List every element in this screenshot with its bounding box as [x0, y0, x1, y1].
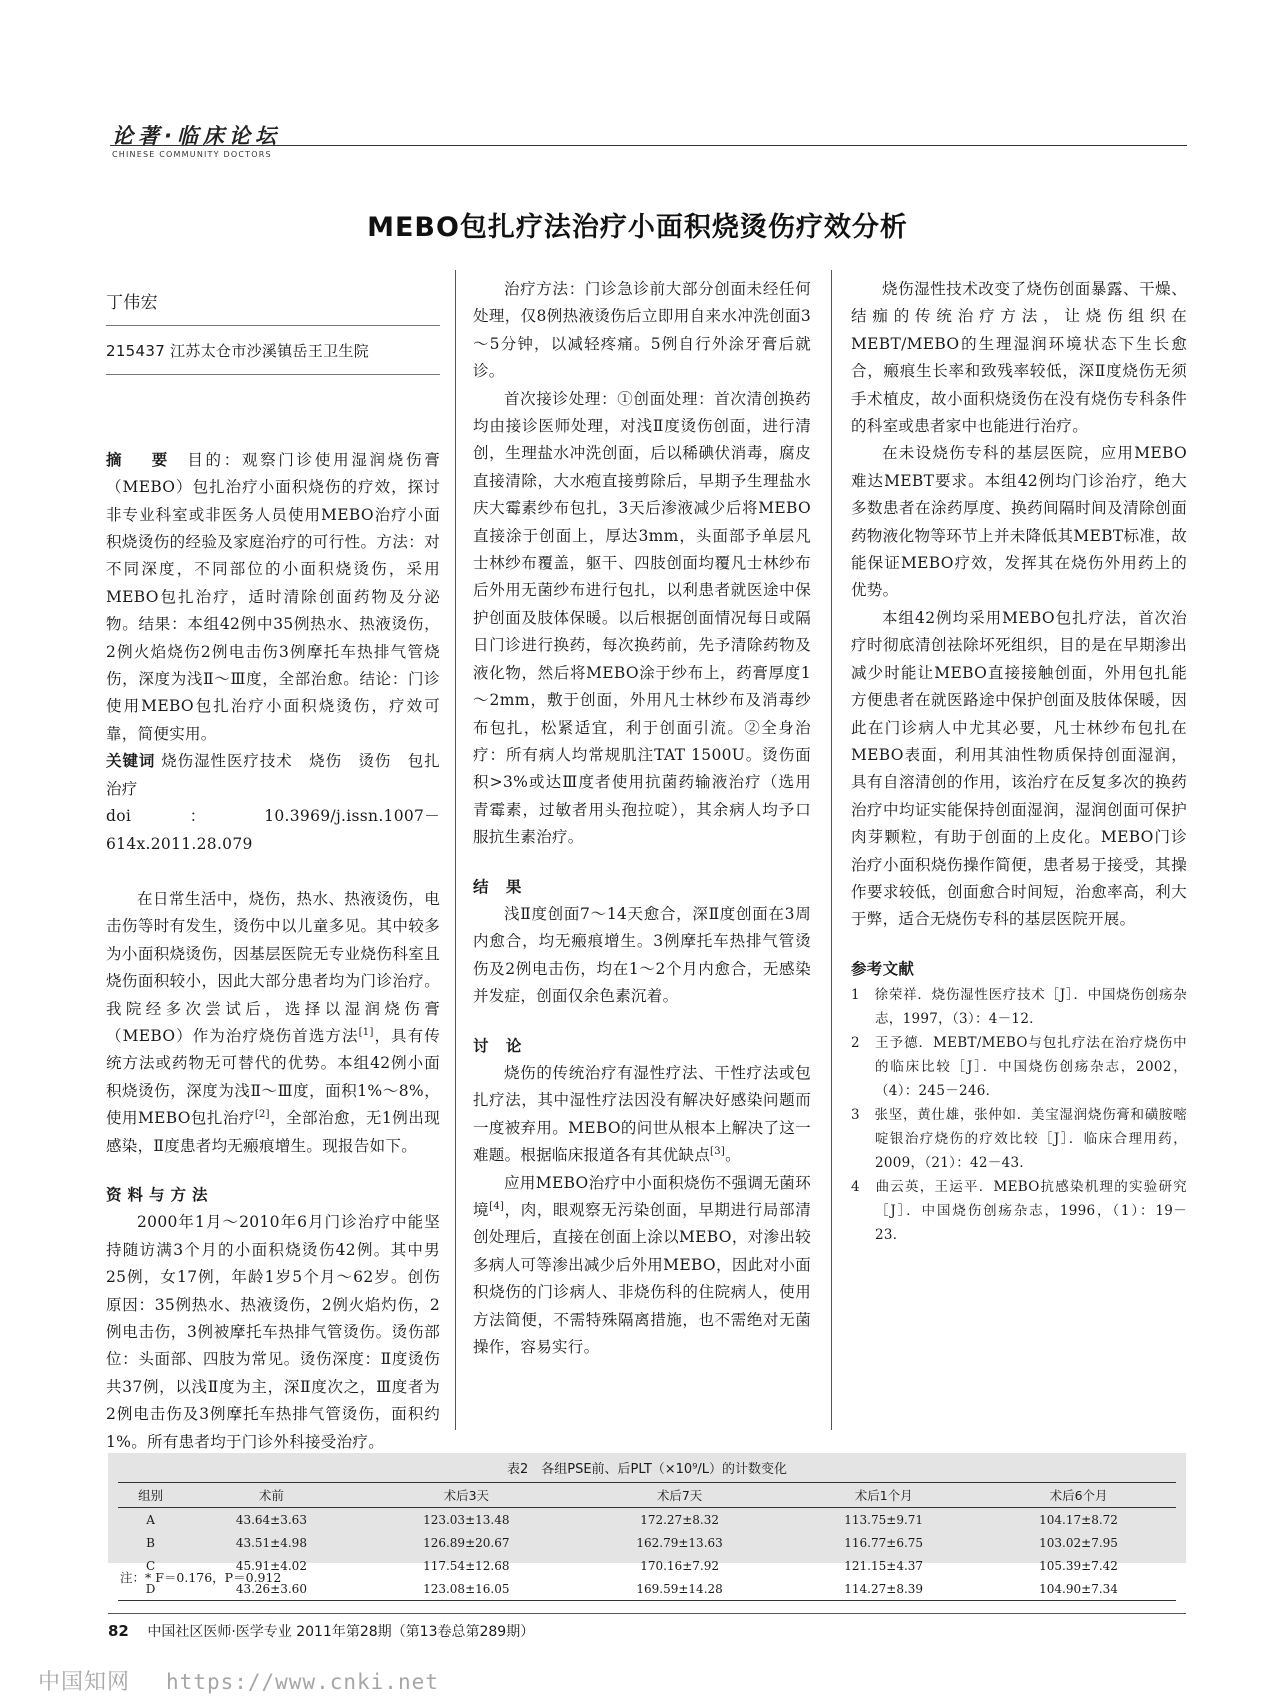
table-cell: 43.26±3.60	[183, 1577, 359, 1601]
references-heading: 参考文献	[851, 959, 915, 978]
article-title: MEBO包扎疗法治疗小面积烧烫伤疗效分析	[367, 212, 908, 243]
discussion-paragraph: 本组42例均采用MEBO包扎疗法，首次治疗时彻底清创祛除坏死组织，目的是在早期渗出减少时能让MEBO直接接触创面，外用包扎能方便患者在就医路途中保护创面及肢体保暖，因此在门诊病人中尤其必要，凡士林纱布包扎在MEBO表面，利用其油性物质保持创面湿润，具有自溶清创的作用，该治疗在反复多次的换药治疗中均证实能保持创面湿润，湿润创面可保护肉芽颗粒，有助于创面的上皮化。MEBO门诊治疗小面积烧伤操作简便，患者易于接受，其操作要求较低，创面愈合时间短，治愈率高，利大于弊，适合无烧伤专科的基层医院开展。	[851, 608, 1187, 929]
citation: [1]	[358, 1026, 374, 1038]
table-cell: 43.64±3.63	[235, 1512, 307, 1527]
table-cell: 114.27±8.39	[786, 1577, 981, 1601]
cnki-watermark	[38, 1665, 439, 1696]
discussion-paragraph: 烧伤的传统治疗有湿性疗法、干性疗法或包扎疗法，其中湿性疗法因没有解决好感染问题而一度被弃用。MEBO的问世从根本上解决了这一难题。根据临床报道各有其优缺点[3]。	[473, 1063, 811, 1165]
table-cell: 162.79±13.63	[636, 1535, 723, 1550]
discussion-paragraph: 在未设烧伤专科的基层医院，应用MEBO难达MEBT要求。本组42例均门诊治疗，绝大多数患者在涂药厚度、换药间隔时间及清除创面药物液化物等环节上并未降低其MEBT标准，故能保证MEBO疗效，发挥其在烧伤外用药上的优势。	[851, 444, 1187, 600]
header-rule	[110, 145, 1187, 146]
citation: [2]	[254, 1109, 270, 1120]
table-cell: D	[118, 1577, 183, 1601]
abstract-text: 目的：观察门诊使用湿润烧伤膏（MEBO）包扎治疗小面积烧伤的疗效，探讨非专业科室或非医务人员使用MEBO治疗小面积烧烫伤的经验及家庭治疗的可行性。方法：对不同深度，不同部位的小面积烧烫伤，采用MEBO包扎治疗，适时清除创面药物及分泌物。结果：本组42例中35例热水、热液烫伤，2例火焰烧伤2例电击伤3例摩托车热排气管烧伤，深度为浅Ⅱ～Ⅲ度，全部治愈。结论：门诊使用MEBO包扎治疗小面积烧烫伤，疗效可靠，简便实用。	[106, 450, 441, 743]
reference-item: 2 王予德．MEBT/MEBO与包扎疗法在治疗烧伤中的临床比较［J］．中国烧伤创疡杂志，2002，（4）：245－246．	[851, 1035, 1187, 1100]
table-note: 注：* F＝0.176，P＝0.912	[120, 1570, 282, 1585]
table-cell: 169.59±14.28	[573, 1577, 786, 1601]
methods-heading: 资料与方法	[106, 1185, 214, 1204]
journal-info: 中国社区医师·医学专业 2011年第28期（第13卷总第289期）	[147, 1624, 535, 1640]
table-cell: 103.02±7.95	[1039, 1535, 1118, 1550]
watermark-logo: 中国知网	[38, 1670, 131, 1695]
table-row	[118, 1508, 1176, 1532]
table-cell: 123.08±16.05	[360, 1577, 573, 1601]
table-cell: 113.75±9.71	[844, 1512, 924, 1527]
table-cell: 104.17±8.72	[1039, 1512, 1118, 1527]
table-cell: 117.54±12.68	[423, 1558, 510, 1573]
section-label-en: CHINESE COMMUNITY DOCTORS	[112, 150, 272, 159]
reference-item: 1 徐荣祥．烧伤湿性医疗技术［J］．中国烧伤创疡杂志，1997，（3）：4－12．	[851, 987, 1187, 1028]
footer-rule	[108, 1613, 1186, 1614]
treatment-paragraph: 治疗方法：门诊急诊前大部分创面未经任何处理，仅8例热液烫伤后立即用自来水冲洗创面3～5分钟，以减轻疼痛。5例自行外涂牙膏后就诊。	[473, 280, 811, 381]
methods-paragraph: 2000年1月～2010年6月门诊治疗中能坚持随访满3个月的小面积烧烫伤42例。其中男25例，女17例，年龄1岁5个月～62岁。创伤原因：35例热水、热液烫伤，2例火焰灼伤，2例电击伤，3例被摩托车热排气管烫伤。烫伤部位：头面部、四肢为常见。烫伤深度：Ⅱ度烫伤共37例，以浅Ⅱ度为主，深Ⅱ度次之，Ⅲ度者为2例电击伤及3例摩托车热排气管烫伤，面积约1%。所有患者均于门诊外科接受治疗。	[106, 1213, 440, 1451]
table-header: 术后6个月	[981, 1483, 1176, 1508]
page-number: 82	[108, 1622, 129, 1640]
table-header: 术后7天	[573, 1483, 786, 1508]
reference-item: 4 曲云英，王运平．MEBO抗感染机理的实验研究［J］．中国烧伤创疡杂志，1996，（1）：19－23．	[851, 1179, 1187, 1244]
table-header: 术前	[183, 1483, 359, 1508]
table-header-row	[118, 1483, 1176, 1508]
table-cell: 121.15±4.37	[844, 1558, 924, 1573]
citation: [4]	[489, 1200, 505, 1212]
intro-paragraph: 在日常生活中，烧伤，热水、热液烫伤，电击伤等时有发生，烫伤中以儿童多见。其中较多为小面积烧烫伤，因基层医院无专业烧伤科室且烧伤面积较小，因此大部分患者均为门诊治疗。我院经多次尝试后，选择以湿润烧伤膏（MEBO）作为治疗烧伤首选方法[1]，具有传统方法或药物无可替代的优势。本组42例小面积烧烫伤，深度为浅Ⅱ～Ⅲ度，面积1%～8%，使用MEBO包扎治疗[2]，全部治愈，无1例出现感染，Ⅱ度患者均无瘢痕增生。现报告如下。	[106, 889, 440, 1155]
table-cell: 172.27±8.32	[640, 1512, 719, 1527]
affiliation-rule	[106, 374, 440, 375]
section-label: 论著·临床论坛	[112, 124, 281, 148]
author-rule	[106, 325, 440, 326]
table-header: 组别	[118, 1483, 183, 1508]
citation: [3]	[710, 1146, 726, 1158]
abstract-label: 摘 要	[106, 450, 180, 469]
table-cell: C	[145, 1558, 156, 1573]
discussion-paragraph: 烧伤湿性技术改变了烧伤创面暴露、干燥、结痂的传统治疗方法，让烧伤组织在MEBT/MEBO的生理湿润环境状态下生长愈合，瘢痕生长率和致残率较低，深Ⅱ度烧伤无须手术植皮，故小面积烧烫伤在没有烧伤专科条件的科室或患者家中也能进行治疗。	[851, 280, 1187, 436]
table-header: 术后3天	[360, 1483, 573, 1508]
affiliation: 215437 江苏太仓市沙溪镇岳王卫生院	[106, 342, 370, 361]
right-column	[851, 276, 1187, 1247]
author: 丁伟宏	[106, 293, 158, 313]
table-cell: 170.16±7.92	[640, 1558, 719, 1573]
table-cell: 45.91±4.02	[235, 1558, 307, 1573]
results-heading: 结 果	[473, 877, 528, 896]
column-divider	[455, 270, 456, 1430]
watermark-url[interactable]: https://www.cnki.net	[166, 1670, 439, 1694]
doi: doi：10.3969/j.issn.1007－614x.2011.28.079	[106, 807, 440, 853]
table-cell: 43.51±4.98	[235, 1535, 307, 1550]
table-cell: B	[146, 1535, 155, 1550]
table-title: 表2 各组PSE前、后PLT（×10⁹/L）的计数变化	[506, 1462, 788, 1477]
reference-item: 3 张坚，黄仕雄，张仲如．美宝湿润烧伤膏和磺胺嘧啶银治疗烧伤的疗效比较［J］．临床合理用药，2009，（21）：42－43．	[851, 1107, 1187, 1172]
discussion-heading: 讨 论	[473, 1036, 528, 1055]
table-header: 术后1个月	[786, 1483, 981, 1508]
first-visit-paragraph: 首次接诊处理：①创面处理：首次清创换药均由接诊医师处理，对浅Ⅱ度烫伤创面，进行清创，生理盐水冲洗创面，后以稀碘伏消毒，腐皮直接清除，大水疱直接剪除后，早期予生理盐水庆大霉素纱布包扎，3天后渗液减少后将MEBO直接涂于创面上，厚达3mm，头面部予单层凡士林纱布覆盖，躯干、四肢创面均覆凡士林纱布后外用无菌纱布进行包扎，以利患者就医途中保护创面及肢体保暖。以后根据创面情况每日或隔日门诊进行换药，每次换药前，先予清除药物及液化物，然后将MEBO涂于纱布上，药膏厚度1～2mm，敷于创面，外用凡士林纱布及消毒纱布包扎，松紧适宜，利于创面引流。②全身治疗：所有病人均常规肌注TAT 1500U。烫伤面积>3%或达Ⅲ度者使用抗菌药输液治疗（选用青霉素，过敏者用头孢拉啶），其余病人均予口服抗生素治疗。	[473, 389, 811, 847]
table-cell: 116.77±6.75	[844, 1535, 924, 1550]
table-row	[118, 1531, 1176, 1554]
discussion-paragraph: 应用MEBO治疗中小面积烧伤不强调无菌环境[4]，肉，眼观察无污染创面，早期进行局部清创处理后，直接在创面上涂以MEBO，对渗出较多病人可等渗出减少后外用MEBO，因此对小面积烧伤的门诊病人、非烧伤科的住院病人，使用方法简便，不需特殊隔离措施，也不需绝对无菌操作，容易实行。	[473, 1173, 812, 1357]
keywords-text: 烧伤湿性医疗技术 烧伤 烫伤 包扎治疗	[106, 752, 441, 798]
table-cell: 123.03±13.48	[423, 1512, 510, 1527]
column-divider	[831, 270, 832, 1430]
table-cell: 126.89±20.67	[423, 1535, 510, 1550]
table-cell: A	[146, 1512, 155, 1527]
results-paragraph: 浅Ⅱ度创面7～14天愈合，深Ⅱ度创面在3周内愈合，均无瘢痕增生。3例摩托车热排气管烫伤及2例电击伤，均在1～2个月内愈合，无感染并发症，创面仅余色素沉着。	[473, 904, 811, 1006]
keywords-label: 关键词	[106, 752, 156, 771]
left-column	[106, 276, 440, 1456]
table-cell: 104.90±7.34	[981, 1577, 1176, 1601]
page-footer	[108, 1621, 534, 1641]
abstract	[106, 447, 440, 748]
table-cell: 105.39±7.42	[1039, 1558, 1118, 1573]
middle-column	[473, 276, 811, 1361]
keywords	[106, 748, 440, 803]
